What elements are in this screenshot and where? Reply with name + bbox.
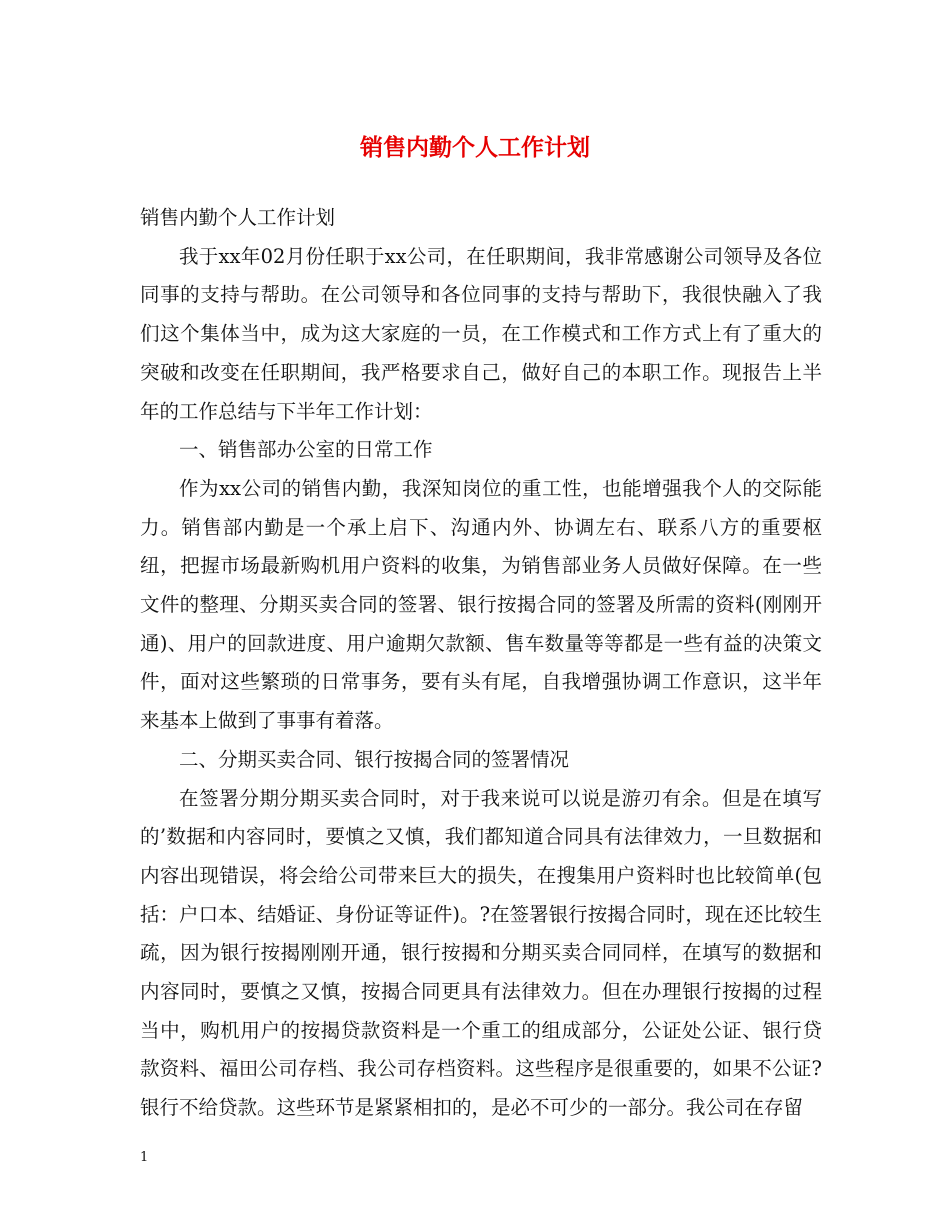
page-number: 1 xyxy=(140,1150,149,1165)
paragraph-daily-work: 作为xx公司的销售内勤，我深知岗位的重工性，也能增强我个人的交际能力。销售部内勤是一个承上启下、沟通内外、协调左右、联系八方的重要枢纽，把握市场最新购机用户资料的收集，为销售部业务人员做好保障。在一些文件的整理、分期买卖合同的签署、银行按揭合同的签署及所需的资料(刚刚开通)、用户的回款进度、用户逾期欠款额、售车数量等等都是一些有益的决策文件，面对这些繁琐的日常事务，要有头有尾，自我增强协调工作意识，这半年来基本上做到了事事有着落。 xyxy=(140,476,822,733)
page-title: 销售内勤个人工作计划 xyxy=(360,134,590,161)
section-heading-1: 一、销售部办公室的日常工作 xyxy=(179,438,433,462)
section-heading-2: 二、分期买卖合同、银行按揭合同的签署情况 xyxy=(179,747,570,771)
paragraph-intro: 我于xx年02月份任职于xx公司，在任职期间，我非常感谢公司领导及各位同事的支持与帮助。在公司领导和各位同事的支持与帮助下，我很快融入了我们这个集体当中，成为这大家庭的一员，在工作模式和工作方式上有了重大的突破和改变在任职期间，我严格要求自己，做好自己的本职工作。现报告上半年的工作总结与下半年工作计划： xyxy=(140,244,822,423)
paragraph-contracts: 在签署分期分期买卖合同时，对于我来说可以说是游刃有余。但是在填写的’数据和内容同时，要慎之又慎，我们都知道合同具有法律效力，一旦数据和内容出现错误，将会给公司带来巨大的损失，在搜集用户资料时也比较简单(包括：户口本、结婚证、身份证等证件)。?在签署银行按揭合同时，现在还比较生疏，因为银行按揭刚刚开通，银行按揭和分期买卖合同同样，在填写的数据和内容同时，要慎之又慎，按揭合同更具有法律效力。但在办理银行按揭的过程当中，购机用户的按揭贷款资料是一个重工的组成部分，公证处公证、银行贷款资料、福田公司存档、我公司存档资料。这些程序是很重要的，如果不公证?银行不给贷款。这些环节是紧紧相扣的，是必不可少的一部分。我公司在存留 xyxy=(140,786,822,1120)
body-heading: 销售内勤个人工作计划 xyxy=(140,206,336,229)
document-body xyxy=(140,199,822,1128)
